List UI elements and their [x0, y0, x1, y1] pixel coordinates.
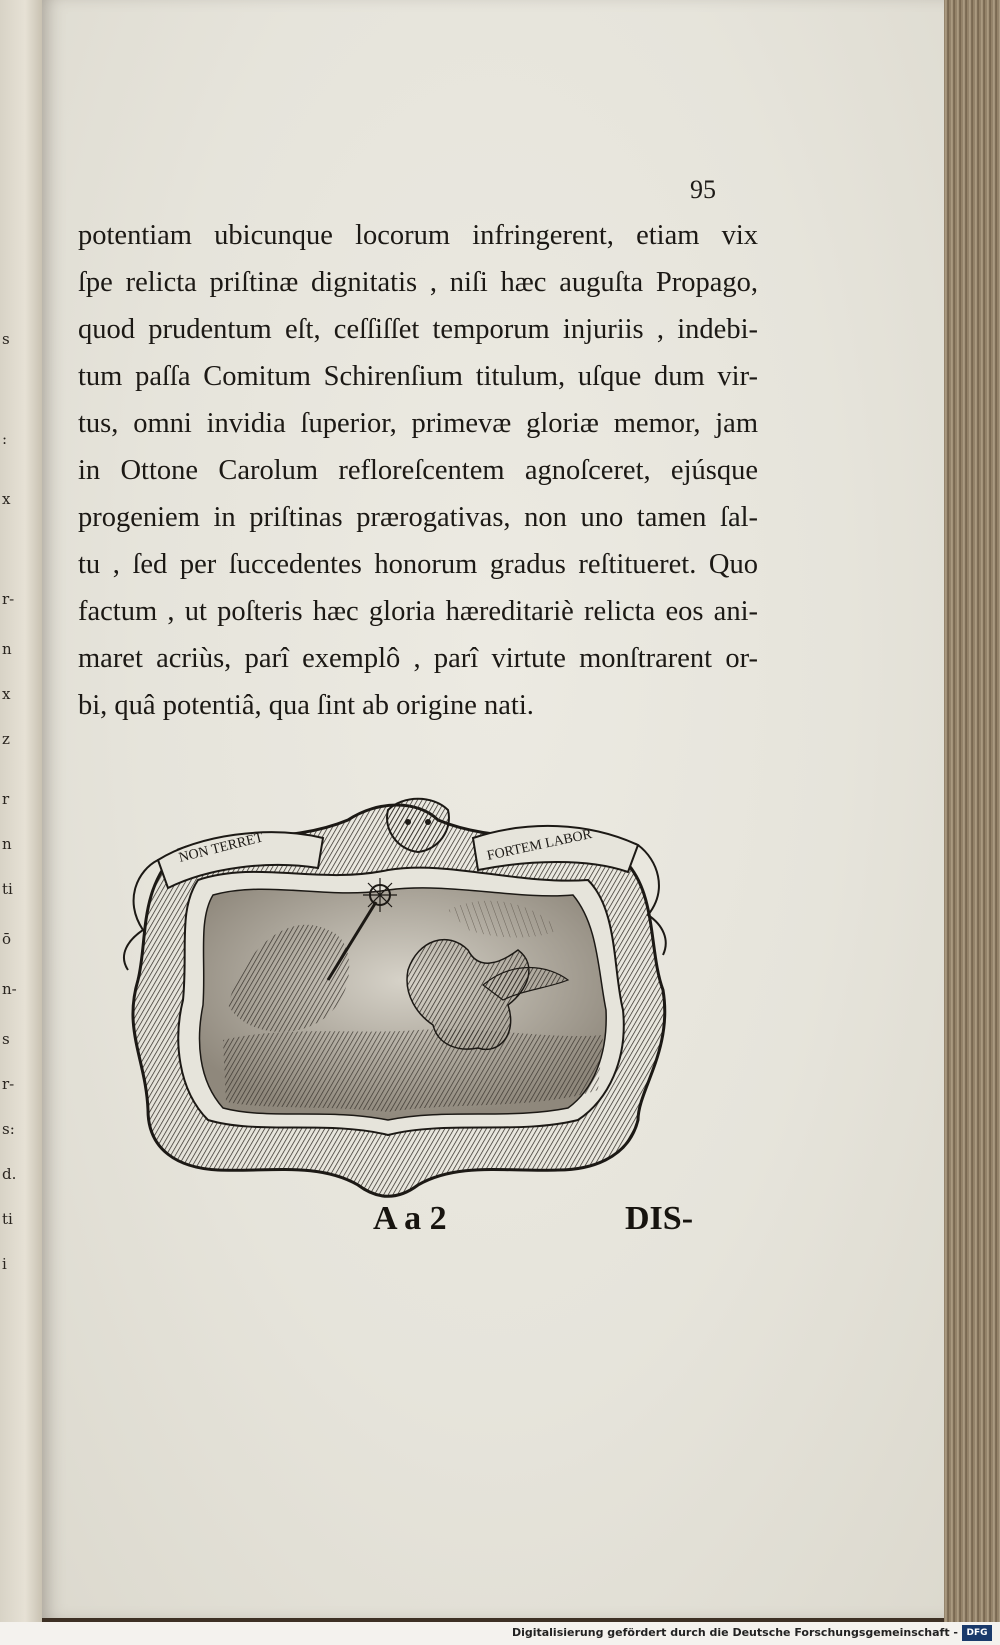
- left-page-fragment: z: [2, 730, 10, 748]
- text-line: ſpe relicta priſtinæ dignitatis , niſi hæc auguſta Propago,: [78, 267, 758, 298]
- left-page-fragment: i: [2, 1255, 7, 1273]
- left-page-fragment: :: [2, 430, 8, 448]
- left-page-fragment: ō: [2, 930, 12, 948]
- footer-credit: Digitalisierung gefördert durch die Deutsche Forschungsgemeinschaft -: [511, 1626, 958, 1639]
- left-page-edge: [0, 0, 42, 1622]
- body-text: [78, 212, 758, 729]
- page-number: 95: [690, 175, 716, 204]
- motto-left: NON TERRET: [177, 830, 265, 866]
- left-page-fragment: n: [2, 835, 12, 853]
- text-line: tu , ſed per ſuccedentes honorum gradus reſtitueret. Quo: [78, 549, 758, 580]
- text-line: tus, omni invidia ſuperior, primevæ gloriæ memor, jam: [78, 408, 758, 439]
- left-page-fragment: ti: [2, 1210, 13, 1228]
- left-page-fragment: d.: [2, 1165, 17, 1183]
- text-line: in Ottone Carolum refloreſcentem agnoſceret, ejúsque: [78, 455, 758, 486]
- dfg-logo: DFG: [962, 1625, 992, 1641]
- left-page-fragment: n-: [2, 980, 17, 998]
- text-line: potentiam ubicunque locorum infringerent, etiam vix: [78, 220, 758, 251]
- left-page-fragment: s:: [2, 1120, 15, 1138]
- left-page-fragment: x: [2, 685, 11, 703]
- text-line: quod prudentum eſt, ceſſiſſet temporum injuriis , indebi-: [78, 314, 758, 345]
- motto-right: FORTEM LABOR: [485, 827, 594, 864]
- left-page-fragment: s: [2, 1030, 10, 1048]
- left-page-fragment: r-: [2, 1075, 15, 1093]
- signature-mark: A a 2: [373, 1200, 447, 1237]
- text-line: tum paſſa Comitum Schirenſium titulum, uſque dum vir-: [78, 361, 758, 392]
- left-page-fragment: s: [2, 330, 10, 348]
- left-page-fragment: r: [2, 790, 10, 808]
- text-line: progeniem in priſtinas prærogativas, non uno tamen ſal-: [78, 502, 758, 533]
- catchword: DIS-: [625, 1200, 694, 1237]
- left-page-fragment: x: [2, 490, 11, 508]
- left-page-fragment: ti: [2, 880, 13, 898]
- footer-bar: [0, 1622, 1000, 1645]
- left-page-fragment: r-: [2, 590, 15, 608]
- book-page-edges: [944, 0, 1000, 1622]
- engraved-vignette: [118, 790, 670, 1210]
- text-line: maret acriùs, parî exemplô , parî virtute monſtrarent or-: [78, 643, 758, 674]
- left-page-fragment: n: [2, 640, 12, 658]
- text-line: factum , ut poſteris hæc gloria hæreditariè relicta eos ani-: [78, 596, 758, 627]
- text-line: bi, quâ potentiâ, qua ſint ab origine nati.: [78, 690, 534, 721]
